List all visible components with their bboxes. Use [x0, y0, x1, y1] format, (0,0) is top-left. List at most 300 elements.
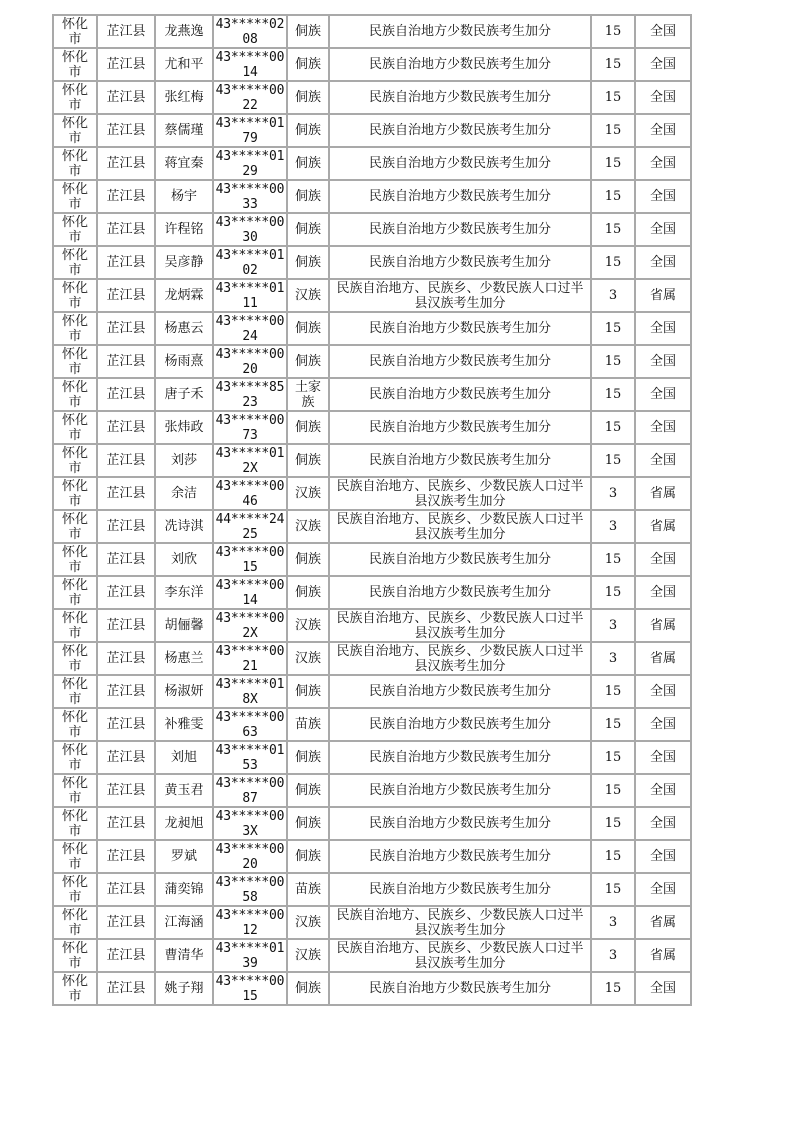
bonus-item-cell — [329, 477, 591, 510]
bonus-item-cell-text: 民族自治地方少数民族考生加分 — [368, 123, 551, 138]
name-cell: 姚子翔 — [155, 972, 213, 1005]
name-cell: 蒋宜秦 — [155, 147, 213, 180]
points-cell: 15 — [591, 15, 635, 48]
name-cell: 龙炳霖 — [155, 279, 213, 312]
points-cell: 15 — [591, 807, 635, 840]
points-cell: 15 — [591, 378, 635, 411]
city-cell-text: 怀化市 — [61, 610, 88, 641]
id-number-cell — [213, 708, 287, 741]
ethnicity-cell — [287, 180, 329, 213]
bonus-item-cell — [329, 939, 591, 972]
bonus-item-cell-text: 民族自治地方少数民族考生加分 — [368, 552, 551, 567]
city-cell-text: 怀化市 — [61, 676, 88, 707]
ethnicity-cell — [287, 873, 329, 906]
name-cell: 蔡儒瑾 — [155, 114, 213, 147]
ethnicity-cell-text: 侗族 — [294, 24, 321, 39]
name-cell: 刘旭 — [155, 741, 213, 774]
bonus-item-cell-text: 民族自治地方少数民族考生加分 — [368, 453, 551, 468]
city-cell-text: 怀化市 — [61, 874, 88, 905]
county-cell: 芷江县 — [97, 378, 155, 411]
ethnicity-cell-text: 侗族 — [294, 255, 321, 270]
table-row — [53, 279, 691, 312]
county-cell: 芷江县 — [97, 972, 155, 1005]
points-cell: 3 — [591, 939, 635, 972]
county-cell: 芷江县 — [97, 345, 155, 378]
name-cell: 张红梅 — [155, 81, 213, 114]
scope-cell: 全国 — [635, 114, 691, 147]
id-number-cell — [213, 576, 287, 609]
ethnicity-cell — [287, 246, 329, 279]
table-row — [53, 147, 691, 180]
city-cell — [53, 312, 97, 345]
county-cell: 芷江县 — [97, 246, 155, 279]
city-cell-text: 怀化市 — [61, 379, 88, 410]
bonus-item-cell-text: 民族自治地方少数民族考生加分 — [368, 57, 551, 72]
ethnicity-cell — [287, 906, 329, 939]
ethnicity-cell-text: 汉族 — [294, 519, 321, 534]
table-row — [53, 873, 691, 906]
points-cell: 15 — [591, 444, 635, 477]
ethnicity-cell-text: 侗族 — [294, 189, 321, 204]
name-cell: 冼诗淇 — [155, 510, 213, 543]
city-cell-text: 怀化市 — [61, 115, 88, 146]
id-number-cell — [213, 675, 287, 708]
city-cell — [53, 576, 97, 609]
city-cell-text: 怀化市 — [61, 808, 88, 839]
ethnicity-cell-text: 汉族 — [294, 288, 321, 303]
name-cell: 吴彦静 — [155, 246, 213, 279]
bonus-item-cell — [329, 411, 591, 444]
id-number-cell-text: 43*****0073 — [215, 412, 285, 443]
bonus-item-cell — [329, 675, 591, 708]
points-cell: 3 — [591, 279, 635, 312]
ethnicity-cell — [287, 510, 329, 543]
table-row — [53, 642, 691, 675]
id-number-cell — [213, 15, 287, 48]
city-cell — [53, 378, 97, 411]
bonus-item-cell — [329, 114, 591, 147]
city-cell-text: 怀化市 — [61, 940, 88, 971]
city-cell — [53, 477, 97, 510]
scope-cell: 全国 — [635, 147, 691, 180]
id-number-cell — [213, 312, 287, 345]
county-cell: 芷江县 — [97, 180, 155, 213]
bonus-item-cell — [329, 279, 591, 312]
id-number-cell-text: 43*****002X — [215, 610, 285, 641]
city-cell — [53, 48, 97, 81]
id-number-cell-text: 44*****2425 — [215, 511, 285, 542]
id-number-cell-text: 43*****0030 — [215, 214, 285, 245]
ethnicity-cell — [287, 411, 329, 444]
city-cell-text: 怀化市 — [61, 841, 88, 872]
county-cell: 芷江县 — [97, 741, 155, 774]
table-row — [53, 543, 691, 576]
points-cell: 15 — [591, 576, 635, 609]
city-cell-text: 怀化市 — [61, 346, 88, 377]
name-cell: 刘莎 — [155, 444, 213, 477]
ethnicity-cell-text: 侗族 — [294, 222, 321, 237]
city-cell-text: 怀化市 — [61, 148, 88, 179]
city-cell — [53, 114, 97, 147]
ethnicity-cell-text: 侗族 — [294, 783, 321, 798]
bonus-item-cell — [329, 444, 591, 477]
ethnicity-cell — [287, 477, 329, 510]
id-number-cell-text: 43*****8523 — [215, 379, 285, 410]
table-row — [53, 972, 691, 1005]
county-cell: 芷江县 — [97, 576, 155, 609]
id-number-cell — [213, 906, 287, 939]
name-cell: 余洁 — [155, 477, 213, 510]
ethnicity-cell-text: 侗族 — [294, 57, 321, 72]
scope-cell: 全国 — [635, 15, 691, 48]
id-number-cell-text: 43*****0012 — [215, 907, 285, 938]
bonus-item-cell-text: 民族自治地方少数民族考生加分 — [368, 321, 551, 336]
id-number-cell — [213, 444, 287, 477]
ethnicity-cell — [287, 114, 329, 147]
id-number-cell-text: 43*****0058 — [215, 874, 285, 905]
name-cell: 杨淑妍 — [155, 675, 213, 708]
scope-cell: 全国 — [635, 708, 691, 741]
points-cell: 15 — [591, 81, 635, 114]
ethnicity-cell-text: 侗族 — [294, 684, 321, 699]
ethnicity-cell-text: 汉族 — [294, 618, 321, 633]
city-cell-text: 怀化市 — [61, 907, 88, 938]
ethnicity-cell-text: 侗族 — [294, 816, 321, 831]
id-number-cell-text: 43*****0179 — [215, 115, 285, 146]
city-cell-text: 怀化市 — [61, 82, 88, 113]
ethnicity-cell-text: 汉族 — [294, 915, 321, 930]
ethnicity-cell — [287, 939, 329, 972]
scope-cell: 省属 — [635, 279, 691, 312]
id-number-cell — [213, 972, 287, 1005]
bonus-item-cell-text: 民族自治地方少数民族考生加分 — [368, 684, 551, 699]
city-cell-text: 怀化市 — [61, 775, 88, 806]
city-cell — [53, 840, 97, 873]
ethnicity-cell — [287, 81, 329, 114]
id-number-cell — [213, 939, 287, 972]
county-cell: 芷江县 — [97, 609, 155, 642]
table-row — [53, 81, 691, 114]
city-cell — [53, 642, 97, 675]
id-number-cell — [213, 807, 287, 840]
bonus-item-cell — [329, 180, 591, 213]
city-cell — [53, 873, 97, 906]
id-number-cell-text: 43*****0046 — [215, 478, 285, 509]
id-number-cell-text: 43*****0015 — [215, 544, 285, 575]
table-row — [53, 774, 691, 807]
city-cell — [53, 906, 97, 939]
bonus-item-cell — [329, 576, 591, 609]
bonus-item-cell — [329, 708, 591, 741]
scope-cell: 全国 — [635, 180, 691, 213]
points-cell: 15 — [591, 114, 635, 147]
county-cell: 芷江县 — [97, 15, 155, 48]
bonus-item-cell-text: 民族自治地方、民族乡、少数民族人口过半县汉族考生加分 — [336, 610, 584, 641]
id-number-cell-text: 43*****0024 — [215, 313, 285, 344]
table-row — [53, 741, 691, 774]
scope-cell: 全国 — [635, 444, 691, 477]
city-cell — [53, 543, 97, 576]
scope-cell: 省属 — [635, 477, 691, 510]
scope-cell: 全国 — [635, 807, 691, 840]
ethnicity-cell-text: 土家族 — [294, 379, 321, 410]
points-cell: 15 — [591, 774, 635, 807]
ethnicity-cell-text: 侗族 — [294, 420, 321, 435]
city-cell-text: 怀化市 — [61, 181, 88, 212]
name-cell: 杨宇 — [155, 180, 213, 213]
ethnicity-cell — [287, 378, 329, 411]
city-cell — [53, 708, 97, 741]
city-cell — [53, 972, 97, 1005]
table-row — [53, 477, 691, 510]
city-cell-text: 怀化市 — [61, 16, 88, 47]
city-cell-text: 怀化市 — [61, 973, 88, 1004]
name-cell: 杨惠云 — [155, 312, 213, 345]
ethnicity-cell — [287, 741, 329, 774]
id-number-cell-text: 43*****0014 — [215, 577, 285, 608]
points-cell: 15 — [591, 675, 635, 708]
ethnicity-cell — [287, 642, 329, 675]
id-number-cell-text: 43*****0014 — [215, 49, 285, 80]
scope-cell: 全国 — [635, 345, 691, 378]
county-cell: 芷江县 — [97, 675, 155, 708]
table-row — [53, 213, 691, 246]
name-cell: 补雅雯 — [155, 708, 213, 741]
bonus-item-cell — [329, 312, 591, 345]
points-cell: 15 — [591, 543, 635, 576]
city-cell — [53, 444, 97, 477]
id-number-cell-text: 43*****0020 — [215, 346, 285, 377]
id-number-cell — [213, 147, 287, 180]
county-cell: 芷江县 — [97, 840, 155, 873]
id-number-cell — [213, 246, 287, 279]
ethnicity-cell — [287, 213, 329, 246]
city-cell-text: 怀化市 — [61, 412, 88, 443]
id-number-cell-text: 43*****0153 — [215, 742, 285, 773]
ethnicity-cell-text: 侗族 — [294, 354, 321, 369]
county-cell: 芷江县 — [97, 543, 155, 576]
scope-cell: 全国 — [635, 411, 691, 444]
ethnicity-cell-text: 苗族 — [294, 882, 321, 897]
ethnicity-cell-text: 汉族 — [294, 486, 321, 501]
ethnicity-cell-text: 苗族 — [294, 717, 321, 732]
ethnicity-cell-text: 侗族 — [294, 123, 321, 138]
name-cell: 刘欣 — [155, 543, 213, 576]
scope-cell: 全国 — [635, 774, 691, 807]
bonus-item-cell-text: 民族自治地方少数民族考生加分 — [368, 783, 551, 798]
points-cell: 15 — [591, 312, 635, 345]
bonus-item-cell-text: 民族自治地方、民族乡、少数民族人口过半县汉族考生加分 — [336, 511, 584, 542]
scope-cell: 省属 — [635, 642, 691, 675]
points-cell: 15 — [591, 48, 635, 81]
table-row — [53, 444, 691, 477]
name-cell: 李东洋 — [155, 576, 213, 609]
points-cell: 15 — [591, 180, 635, 213]
city-cell-text: 怀化市 — [61, 247, 88, 278]
name-cell: 许程铭 — [155, 213, 213, 246]
points-cell: 15 — [591, 972, 635, 1005]
bonus-item-cell-text: 民族自治地方、民族乡、少数民族人口过半县汉族考生加分 — [336, 940, 584, 971]
points-cell: 15 — [591, 213, 635, 246]
city-cell-text: 怀化市 — [61, 478, 88, 509]
city-cell — [53, 279, 97, 312]
bonus-item-cell-text: 民族自治地方少数民族考生加分 — [368, 189, 551, 204]
city-cell-text: 怀化市 — [61, 313, 88, 344]
id-number-cell — [213, 378, 287, 411]
city-cell-text: 怀化市 — [61, 445, 88, 476]
ethnicity-cell — [287, 972, 329, 1005]
table-row — [53, 675, 691, 708]
scope-cell: 全国 — [635, 840, 691, 873]
points-cell: 3 — [591, 609, 635, 642]
ethnicity-cell — [287, 15, 329, 48]
city-cell — [53, 213, 97, 246]
city-cell — [53, 807, 97, 840]
bonus-item-cell-text: 民族自治地方少数民族考生加分 — [368, 90, 551, 105]
bonus-item-cell — [329, 81, 591, 114]
scope-cell: 全国 — [635, 873, 691, 906]
scope-cell: 全国 — [635, 543, 691, 576]
points-cell: 15 — [591, 873, 635, 906]
id-number-cell — [213, 213, 287, 246]
city-cell — [53, 246, 97, 279]
scope-cell: 全国 — [635, 675, 691, 708]
bonus-item-cell-text: 民族自治地方少数民族考生加分 — [368, 585, 551, 600]
ethnicity-cell-text: 侗族 — [294, 90, 321, 105]
id-number-cell — [213, 411, 287, 444]
bonus-item-cell-text: 民族自治地方、民族乡、少数民族人口过半县汉族考生加分 — [336, 280, 584, 311]
table-row — [53, 708, 691, 741]
id-number-cell — [213, 510, 287, 543]
table-row — [53, 378, 691, 411]
ethnicity-cell — [287, 774, 329, 807]
county-cell: 芷江县 — [97, 939, 155, 972]
table-body — [53, 15, 691, 1005]
points-cell: 3 — [591, 906, 635, 939]
bonus-item-cell-text: 民族自治地方少数民族考生加分 — [368, 24, 551, 39]
id-number-cell-text: 43*****0020 — [215, 841, 285, 872]
name-cell: 龙昶旭 — [155, 807, 213, 840]
id-number-cell — [213, 609, 287, 642]
name-cell: 尤和平 — [155, 48, 213, 81]
bonus-item-cell-text: 民族自治地方少数民族考生加分 — [368, 849, 551, 864]
points-cell: 15 — [591, 246, 635, 279]
id-number-cell — [213, 774, 287, 807]
ethnicity-cell-text: 侗族 — [294, 156, 321, 171]
bonus-item-cell — [329, 609, 591, 642]
id-number-cell — [213, 477, 287, 510]
bonus-item-cell — [329, 906, 591, 939]
table-row — [53, 15, 691, 48]
scope-cell: 全国 — [635, 312, 691, 345]
id-number-cell — [213, 345, 287, 378]
county-cell: 芷江县 — [97, 48, 155, 81]
scope-cell: 全国 — [635, 246, 691, 279]
ethnicity-cell — [287, 444, 329, 477]
points-cell: 15 — [591, 708, 635, 741]
id-number-cell-text: 43*****0139 — [215, 940, 285, 971]
bonus-item-cell-text: 民族自治地方、民族乡、少数民族人口过半县汉族考生加分 — [336, 907, 584, 938]
ethnicity-cell-text: 侗族 — [294, 453, 321, 468]
city-cell — [53, 510, 97, 543]
id-number-cell-text: 43*****0102 — [215, 247, 285, 278]
county-cell: 芷江县 — [97, 708, 155, 741]
table-row — [53, 609, 691, 642]
scope-cell: 全国 — [635, 213, 691, 246]
ethnicity-cell — [287, 345, 329, 378]
ethnicity-cell — [287, 840, 329, 873]
id-number-cell-text: 43*****0021 — [215, 643, 285, 674]
city-cell-text: 怀化市 — [61, 544, 88, 575]
bonus-item-cell — [329, 345, 591, 378]
ethnicity-cell — [287, 312, 329, 345]
bonus-item-cell — [329, 642, 591, 675]
scope-cell: 省属 — [635, 939, 691, 972]
id-number-cell — [213, 543, 287, 576]
bonus-item-cell-text: 民族自治地方少数民族考生加分 — [368, 750, 551, 765]
id-number-cell-text: 43*****0129 — [215, 148, 285, 179]
table-row — [53, 312, 691, 345]
city-cell-text: 怀化市 — [61, 643, 88, 674]
name-cell: 罗斌 — [155, 840, 213, 873]
bonus-item-cell-text: 民族自治地方、民族乡、少数民族人口过半县汉族考生加分 — [336, 643, 584, 674]
bonus-item-cell-text: 民族自治地方少数民族考生加分 — [368, 981, 551, 996]
county-cell: 芷江县 — [97, 213, 155, 246]
bonus-item-cell — [329, 213, 591, 246]
county-cell: 芷江县 — [97, 312, 155, 345]
id-number-cell-text: 43*****003X — [215, 808, 285, 839]
id-number-cell — [213, 114, 287, 147]
city-cell-text: 怀化市 — [61, 709, 88, 740]
bonus-item-cell-text: 民族自治地方少数民族考生加分 — [368, 816, 551, 831]
id-number-cell-text: 43*****0111 — [215, 280, 285, 311]
points-cell: 15 — [591, 840, 635, 873]
ethnicity-cell — [287, 807, 329, 840]
id-number-cell-text: 43*****0033 — [215, 181, 285, 212]
points-cell: 15 — [591, 345, 635, 378]
name-cell: 张炜政 — [155, 411, 213, 444]
scope-cell: 全国 — [635, 741, 691, 774]
table-row — [53, 939, 691, 972]
id-number-cell-text: 43*****0022 — [215, 82, 285, 113]
bonus-item-cell — [329, 246, 591, 279]
county-cell: 芷江县 — [97, 147, 155, 180]
ethnicity-cell — [287, 609, 329, 642]
city-cell — [53, 81, 97, 114]
table-row — [53, 807, 691, 840]
bonus-item-cell — [329, 840, 591, 873]
ethnicity-cell-text: 汉族 — [294, 948, 321, 963]
name-cell: 杨雨熹 — [155, 345, 213, 378]
points-cell: 3 — [591, 477, 635, 510]
city-cell — [53, 180, 97, 213]
scope-cell: 全国 — [635, 378, 691, 411]
points-cell: 3 — [591, 642, 635, 675]
table-row — [53, 906, 691, 939]
ethnicity-cell — [287, 543, 329, 576]
table-row — [53, 114, 691, 147]
id-number-cell-text: 43*****0208 — [215, 16, 285, 47]
table-row — [53, 576, 691, 609]
city-cell-text: 怀化市 — [61, 742, 88, 773]
ethnicity-cell — [287, 279, 329, 312]
city-cell — [53, 411, 97, 444]
bonus-item-cell — [329, 873, 591, 906]
ethnicity-cell — [287, 147, 329, 180]
bonus-item-cell — [329, 972, 591, 1005]
bonus-item-cell — [329, 807, 591, 840]
scope-cell: 省属 — [635, 906, 691, 939]
